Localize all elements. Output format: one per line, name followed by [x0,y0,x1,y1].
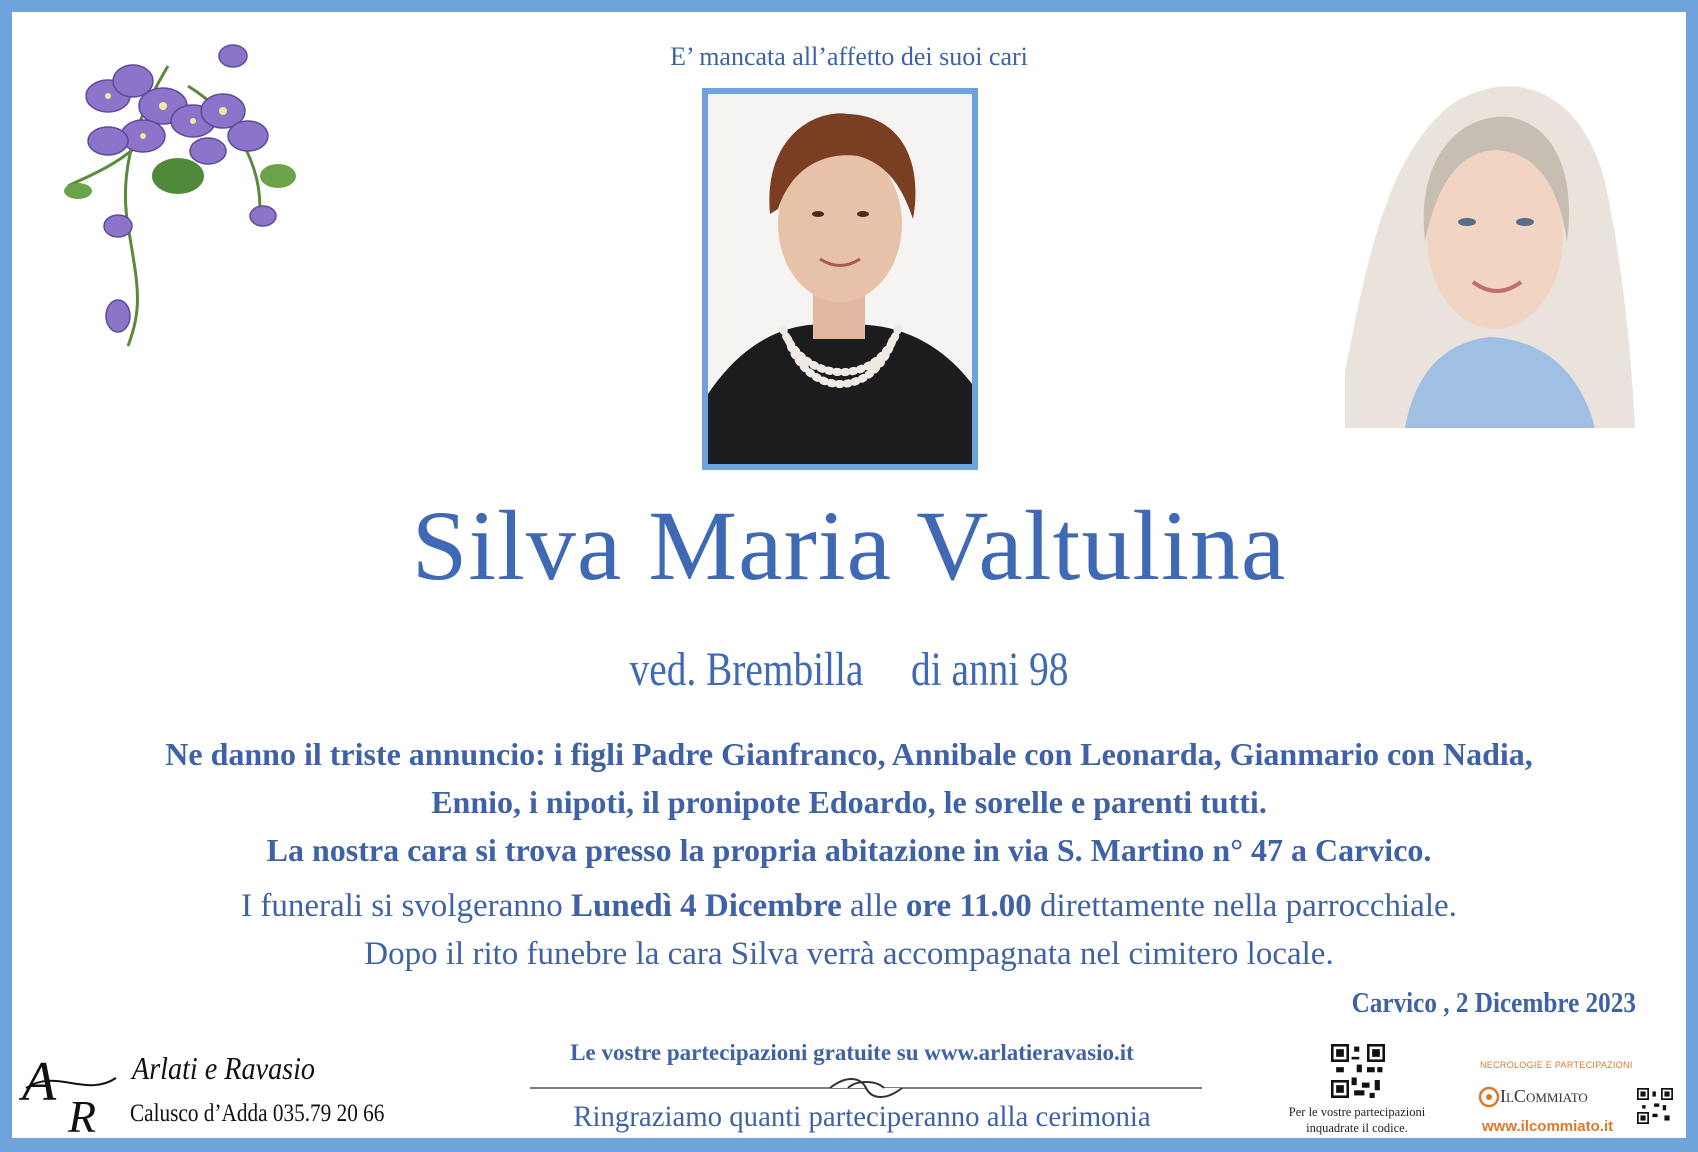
funeral-time: ore 11.00 [905,888,1032,924]
announcement-line: Ennio, i nipoti, il pronipote Edoardo, le sorelle e parenti tutti. [431,784,1267,820]
funeral-text: alle [841,888,906,924]
qr-code[interactable] [1331,1044,1385,1098]
place-date: Carvico , 2 Dicembre 2023 [1351,988,1636,1019]
commiato-logo-icon [1478,1086,1500,1108]
agency-address: Calusco d’Adda 035.79 20 66 [130,1100,385,1127]
funeral-text: direttamente nella parrocchiale. [1031,888,1457,924]
svg-text:R: R [68,1091,97,1138]
commiato-url[interactable]: www.ilcommiato.it [1482,1118,1614,1135]
deceased-subtitle [163,642,1536,697]
commiato-header: NECROLOGIE E PARTECIPAZIONI [1480,1060,1633,1070]
qr-code[interactable] [1637,1088,1673,1124]
qr-caption-line: Per le vostre partecipazioni [1288,1105,1426,1119]
announcement-line: La nostra cara si trova presso la propria abitazione in via S. Martino n° 47 a Carvico. [266,832,1432,868]
obituary-notice [12,12,1686,1138]
ornamental-divider [530,1076,1202,1100]
age-text: di anni 98 [911,643,1069,696]
violets-flower-illustration [48,26,298,366]
announcement-line: Ne danno il triste annuncio: i figli Padre Gianfranco, Annibale con Leonarda, Gianmario con Nadia, [165,736,1533,772]
funeral-day: Lunedì 4 Dicembre [571,888,842,924]
qr-caption [1267,1104,1447,1136]
commiato-name: IlCommiato [1500,1086,1588,1106]
burial-line: Dopo il rito funebre la cara Silva verrà accompagnata nel cimitero locale. [364,936,1334,972]
svg-text:A: A [22,1051,57,1113]
widow-of-text: ved. Brembilla [629,643,864,696]
madonna-image [1345,72,1635,428]
announcement-text [42,730,1656,874]
intro-text: E’ mancata all’affetto dei suoi cari [670,42,1028,71]
agency-name: Arlati e Ravasio [132,1050,316,1086]
deceased-portrait-photo [702,88,978,470]
deceased-name: Silva Maria Valtulina [411,490,1287,601]
qr-caption-line: inquadrate il codice. [1306,1121,1408,1135]
participations-note: Le vostre partecipazioni gratuite su www.arlatieravasio.it [570,1040,1134,1065]
funeral-line [42,882,1656,930]
thanks-text: Ringraziamo quanti parteciperanno alla cerimonia [573,1100,1151,1133]
funeral-details [42,882,1656,978]
funeral-text: I funerali si svolgeranno [241,888,572,924]
